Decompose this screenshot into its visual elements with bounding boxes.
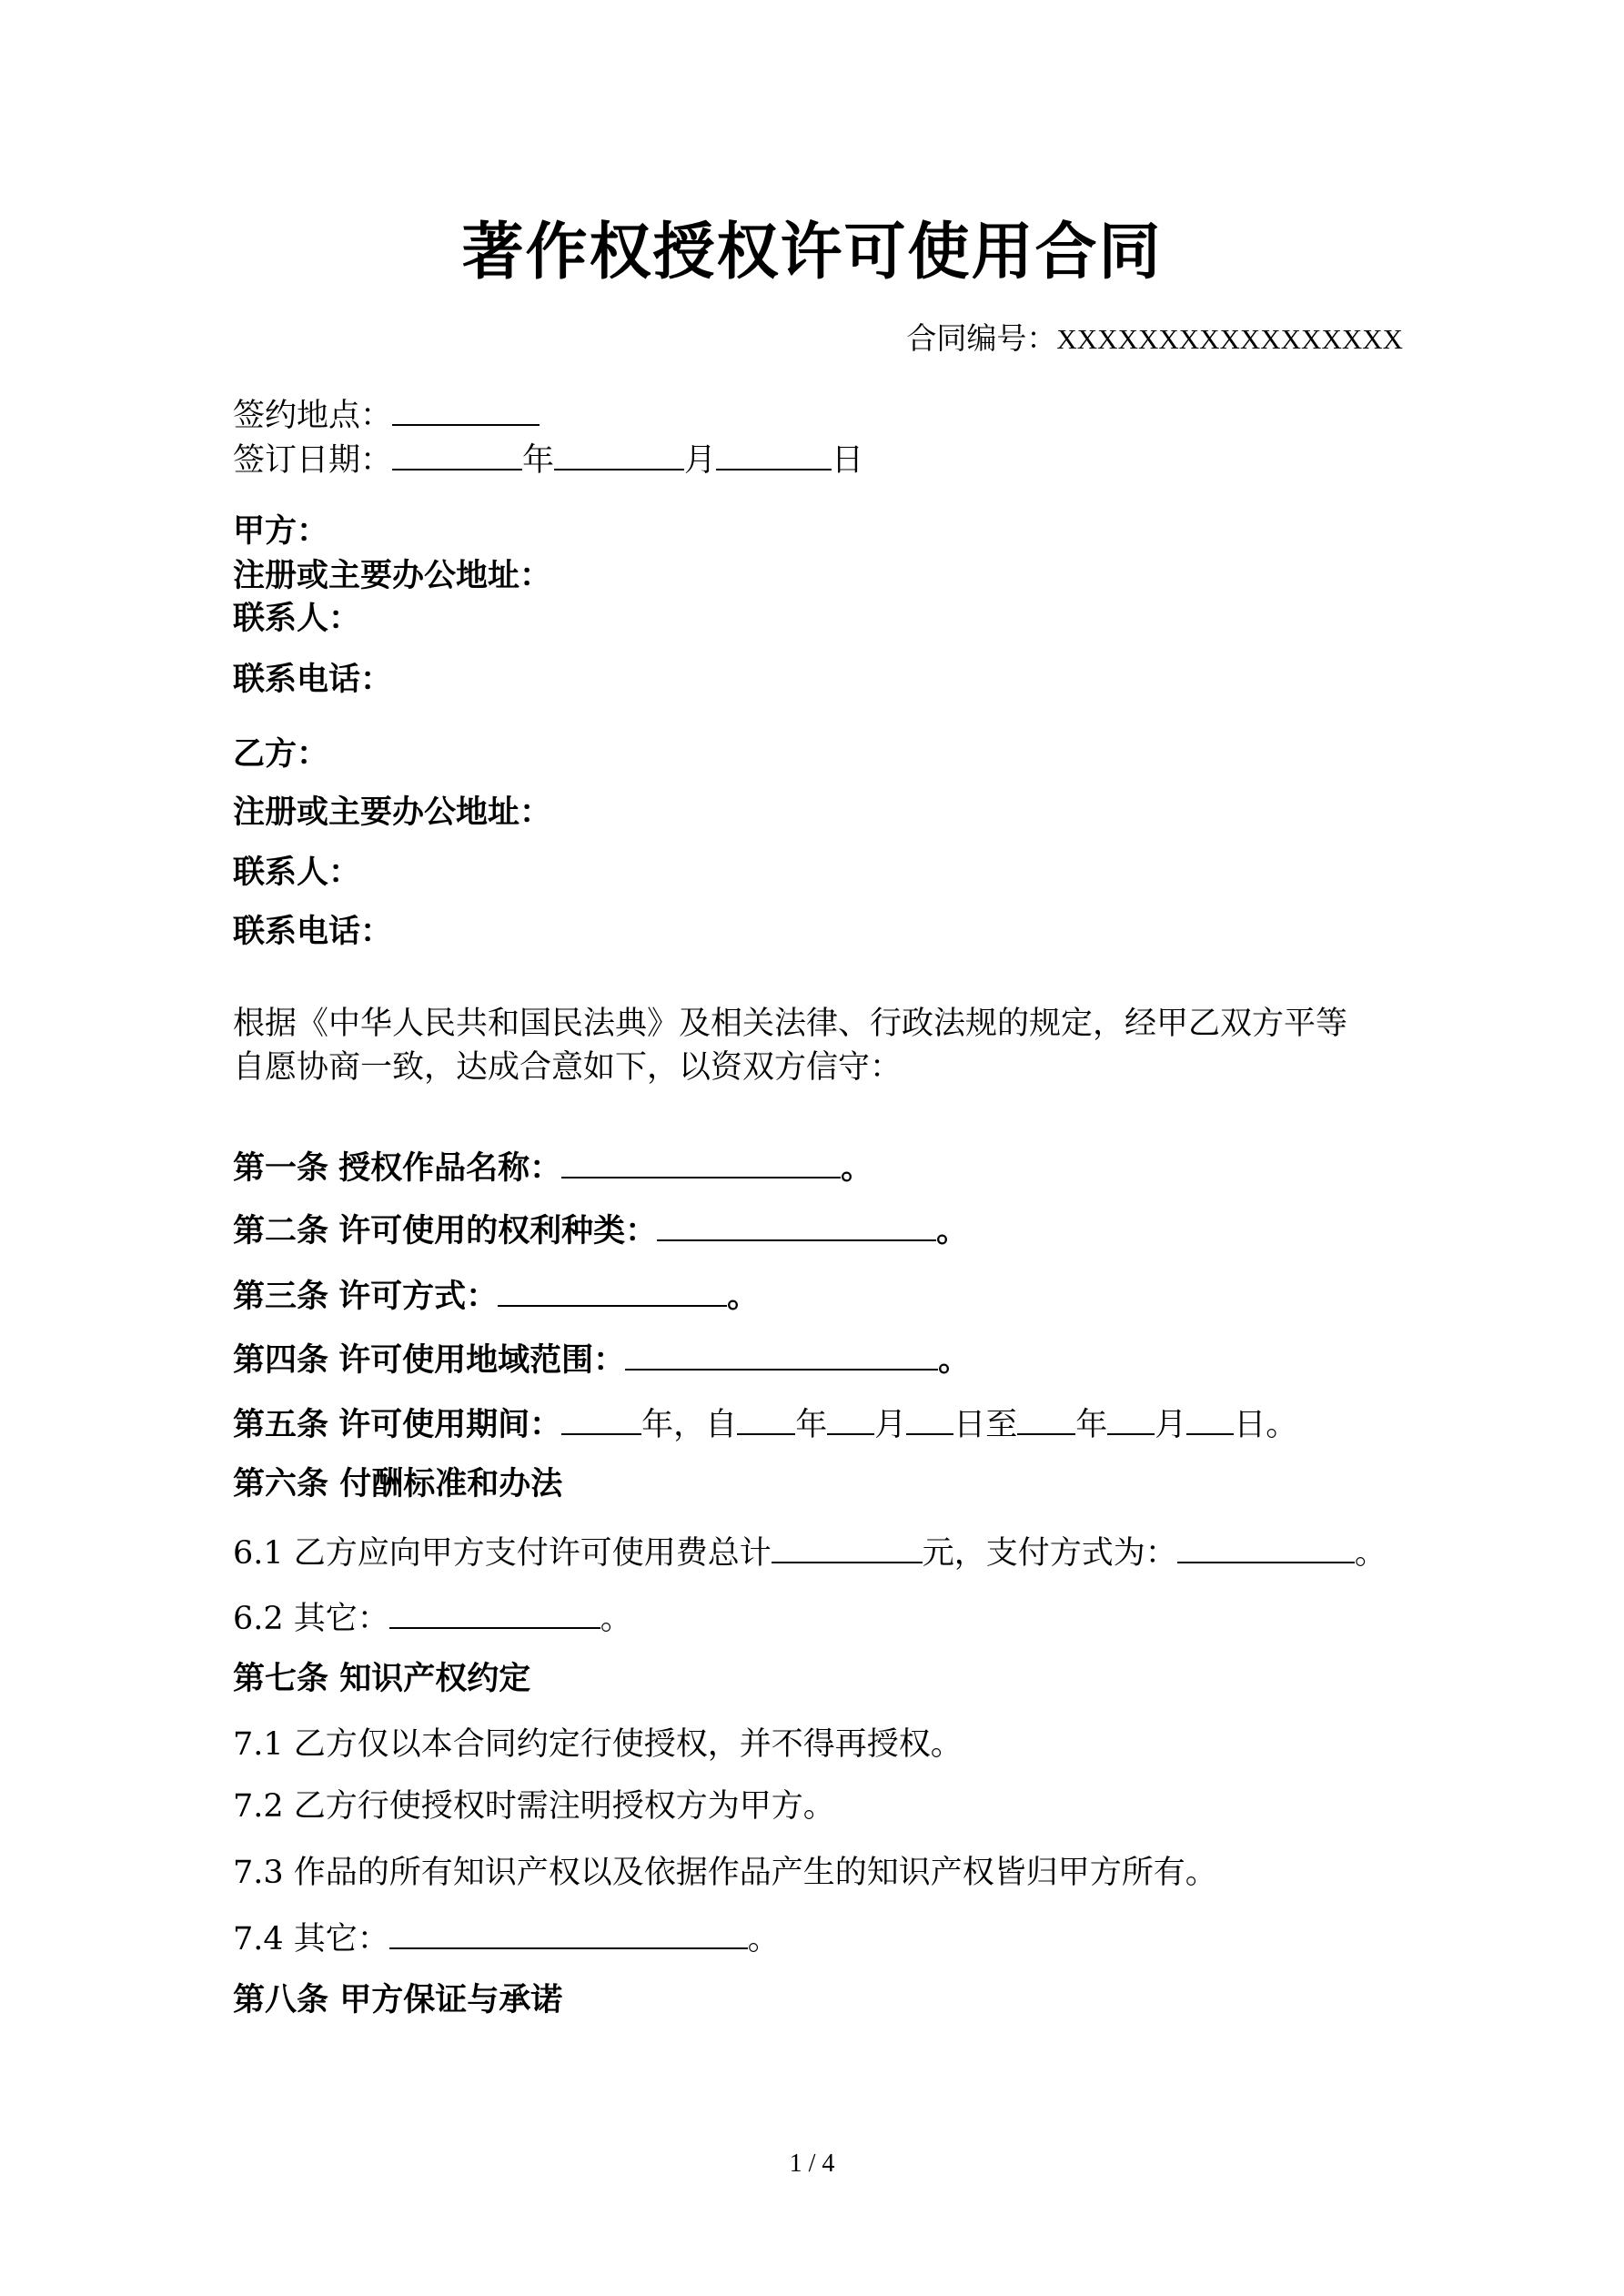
start-day-blank[interactable] xyxy=(906,1402,953,1435)
rights-type-blank[interactable] xyxy=(657,1209,936,1241)
year-label: 年 xyxy=(522,442,555,479)
license-mode-blank[interactable] xyxy=(498,1274,727,1307)
period: 。 xyxy=(747,1921,780,1957)
article-4 xyxy=(233,1338,970,1381)
article-number: 第一条 xyxy=(233,1150,329,1187)
article-6 xyxy=(233,1464,562,1504)
year-blank[interactable] xyxy=(392,438,522,470)
payment-method-blank[interactable] xyxy=(1177,1531,1355,1563)
document-title: 著作权授权许可使用合同 xyxy=(461,217,1163,288)
text: 元，支付方式为： xyxy=(922,1535,1177,1572)
article-text: 许可使用的权利种类： xyxy=(338,1213,658,1249)
article-number: 第二条 xyxy=(233,1213,329,1249)
article-number: 第三条 xyxy=(233,1279,329,1315)
period: 。 xyxy=(936,1213,969,1249)
period: 。 xyxy=(727,1279,760,1315)
article-text: 许可使用地域范围： xyxy=(338,1342,626,1379)
party-a-contact: 联系人： xyxy=(233,601,361,637)
text: 年，自 xyxy=(641,1407,738,1443)
article-number: 第六条 xyxy=(233,1466,329,1502)
other-blank[interactable] xyxy=(389,1917,748,1949)
article-5 xyxy=(233,1402,1297,1445)
contract-number xyxy=(906,319,1403,359)
clause-7-3: 7.3 作品的所有知识产权以及依据作品产生的知识产权皆归甲方所有。 xyxy=(233,1855,1217,1891)
article-number: 第五条 xyxy=(233,1407,329,1443)
party-b-contact: 联系人： xyxy=(233,855,361,891)
text: 月 xyxy=(1155,1407,1187,1443)
day-blank[interactable] xyxy=(716,438,832,470)
sign-date-line xyxy=(233,438,863,480)
territory-blank[interactable] xyxy=(625,1338,938,1371)
sign-place-label: 签约地点： xyxy=(233,398,393,434)
party-b-address: 注册或主要办公地址： xyxy=(233,794,552,831)
start-month-blank[interactable] xyxy=(827,1402,874,1435)
article-1 xyxy=(233,1146,873,1188)
month-label: 月 xyxy=(684,442,717,479)
party-a-address: 注册或主要办公地址： xyxy=(233,558,552,594)
party-b-phone: 联系电话： xyxy=(233,914,393,950)
work-name-blank[interactable] xyxy=(561,1146,841,1178)
period: 。 xyxy=(600,1601,632,1637)
end-year-blank[interactable] xyxy=(1017,1402,1075,1435)
sign-date-label: 签订日期： xyxy=(233,442,393,479)
article-7 xyxy=(233,1659,530,1699)
text: 7.4 其它： xyxy=(233,1921,389,1957)
party-a-phone: 联系电话： xyxy=(233,662,393,698)
article-2 xyxy=(233,1209,968,1251)
text: 年 xyxy=(1075,1407,1108,1443)
contract-number-value: XXXXXXXXXXXXXXXXX xyxy=(1056,323,1403,355)
other-blank[interactable] xyxy=(389,1596,600,1629)
clause-6-1 xyxy=(233,1531,1387,1573)
sign-place-line xyxy=(233,393,540,436)
article-number: 第七条 xyxy=(233,1661,329,1697)
period: 。 xyxy=(841,1150,873,1187)
clause-7-2: 7.2 乙方行使授权时需注明授权方为甲方。 xyxy=(233,1788,835,1825)
article-text: 许可使用期间： xyxy=(338,1407,562,1443)
text: 日至 xyxy=(953,1407,1018,1443)
end-month-blank[interactable] xyxy=(1107,1402,1155,1435)
article-text: 授权作品名称： xyxy=(338,1150,562,1187)
article-8 xyxy=(233,1980,562,2020)
years-blank[interactable] xyxy=(561,1402,641,1435)
clause-7-4 xyxy=(233,1917,780,1959)
clause-7-1: 7.1 乙方仅以本合同约定行使授权，并不得再授权。 xyxy=(233,1726,963,1763)
text: 日。 xyxy=(1234,1407,1298,1443)
text: 月 xyxy=(874,1407,907,1443)
text: 6.2 其它： xyxy=(233,1601,389,1637)
fee-blank[interactable] xyxy=(772,1531,923,1563)
end-day-blank[interactable] xyxy=(1186,1402,1234,1435)
month-blank[interactable] xyxy=(554,438,684,470)
period: 。 xyxy=(938,1342,971,1379)
article-number: 第八条 xyxy=(233,1982,329,2018)
sign-place-blank[interactable] xyxy=(392,393,540,426)
article-text: 许可方式： xyxy=(338,1279,499,1315)
article-text: 付酬标准和办法 xyxy=(339,1466,563,1502)
article-3 xyxy=(233,1274,759,1317)
article-text: 甲方保证与承诺 xyxy=(339,1982,563,2018)
party-a-label: 甲方： xyxy=(233,513,329,550)
party-b-label: 乙方： xyxy=(233,736,329,773)
clause-6-2 xyxy=(233,1596,632,1639)
contract-number-label: 合同编号： xyxy=(906,320,1057,356)
article-text: 知识产权约定 xyxy=(339,1661,531,1697)
preamble-line-2: 自愿协商一致，达成合意如下，以资双方信守： xyxy=(233,1049,903,1086)
text: 年 xyxy=(795,1407,828,1443)
article-number: 第四条 xyxy=(233,1342,329,1379)
period: 。 xyxy=(1354,1535,1387,1572)
preamble-line-1: 根据《中华人民共和国民法典》及相关法律、行政法规的规定，经甲乙双方平等 xyxy=(233,1006,1348,1042)
text: 6.1 乙方应向甲方支付许可使用费总计 xyxy=(233,1535,772,1572)
start-year-blank[interactable] xyxy=(737,1402,795,1435)
page-number: 1 / 4 xyxy=(789,2149,835,2178)
day-label: 日 xyxy=(832,442,864,479)
